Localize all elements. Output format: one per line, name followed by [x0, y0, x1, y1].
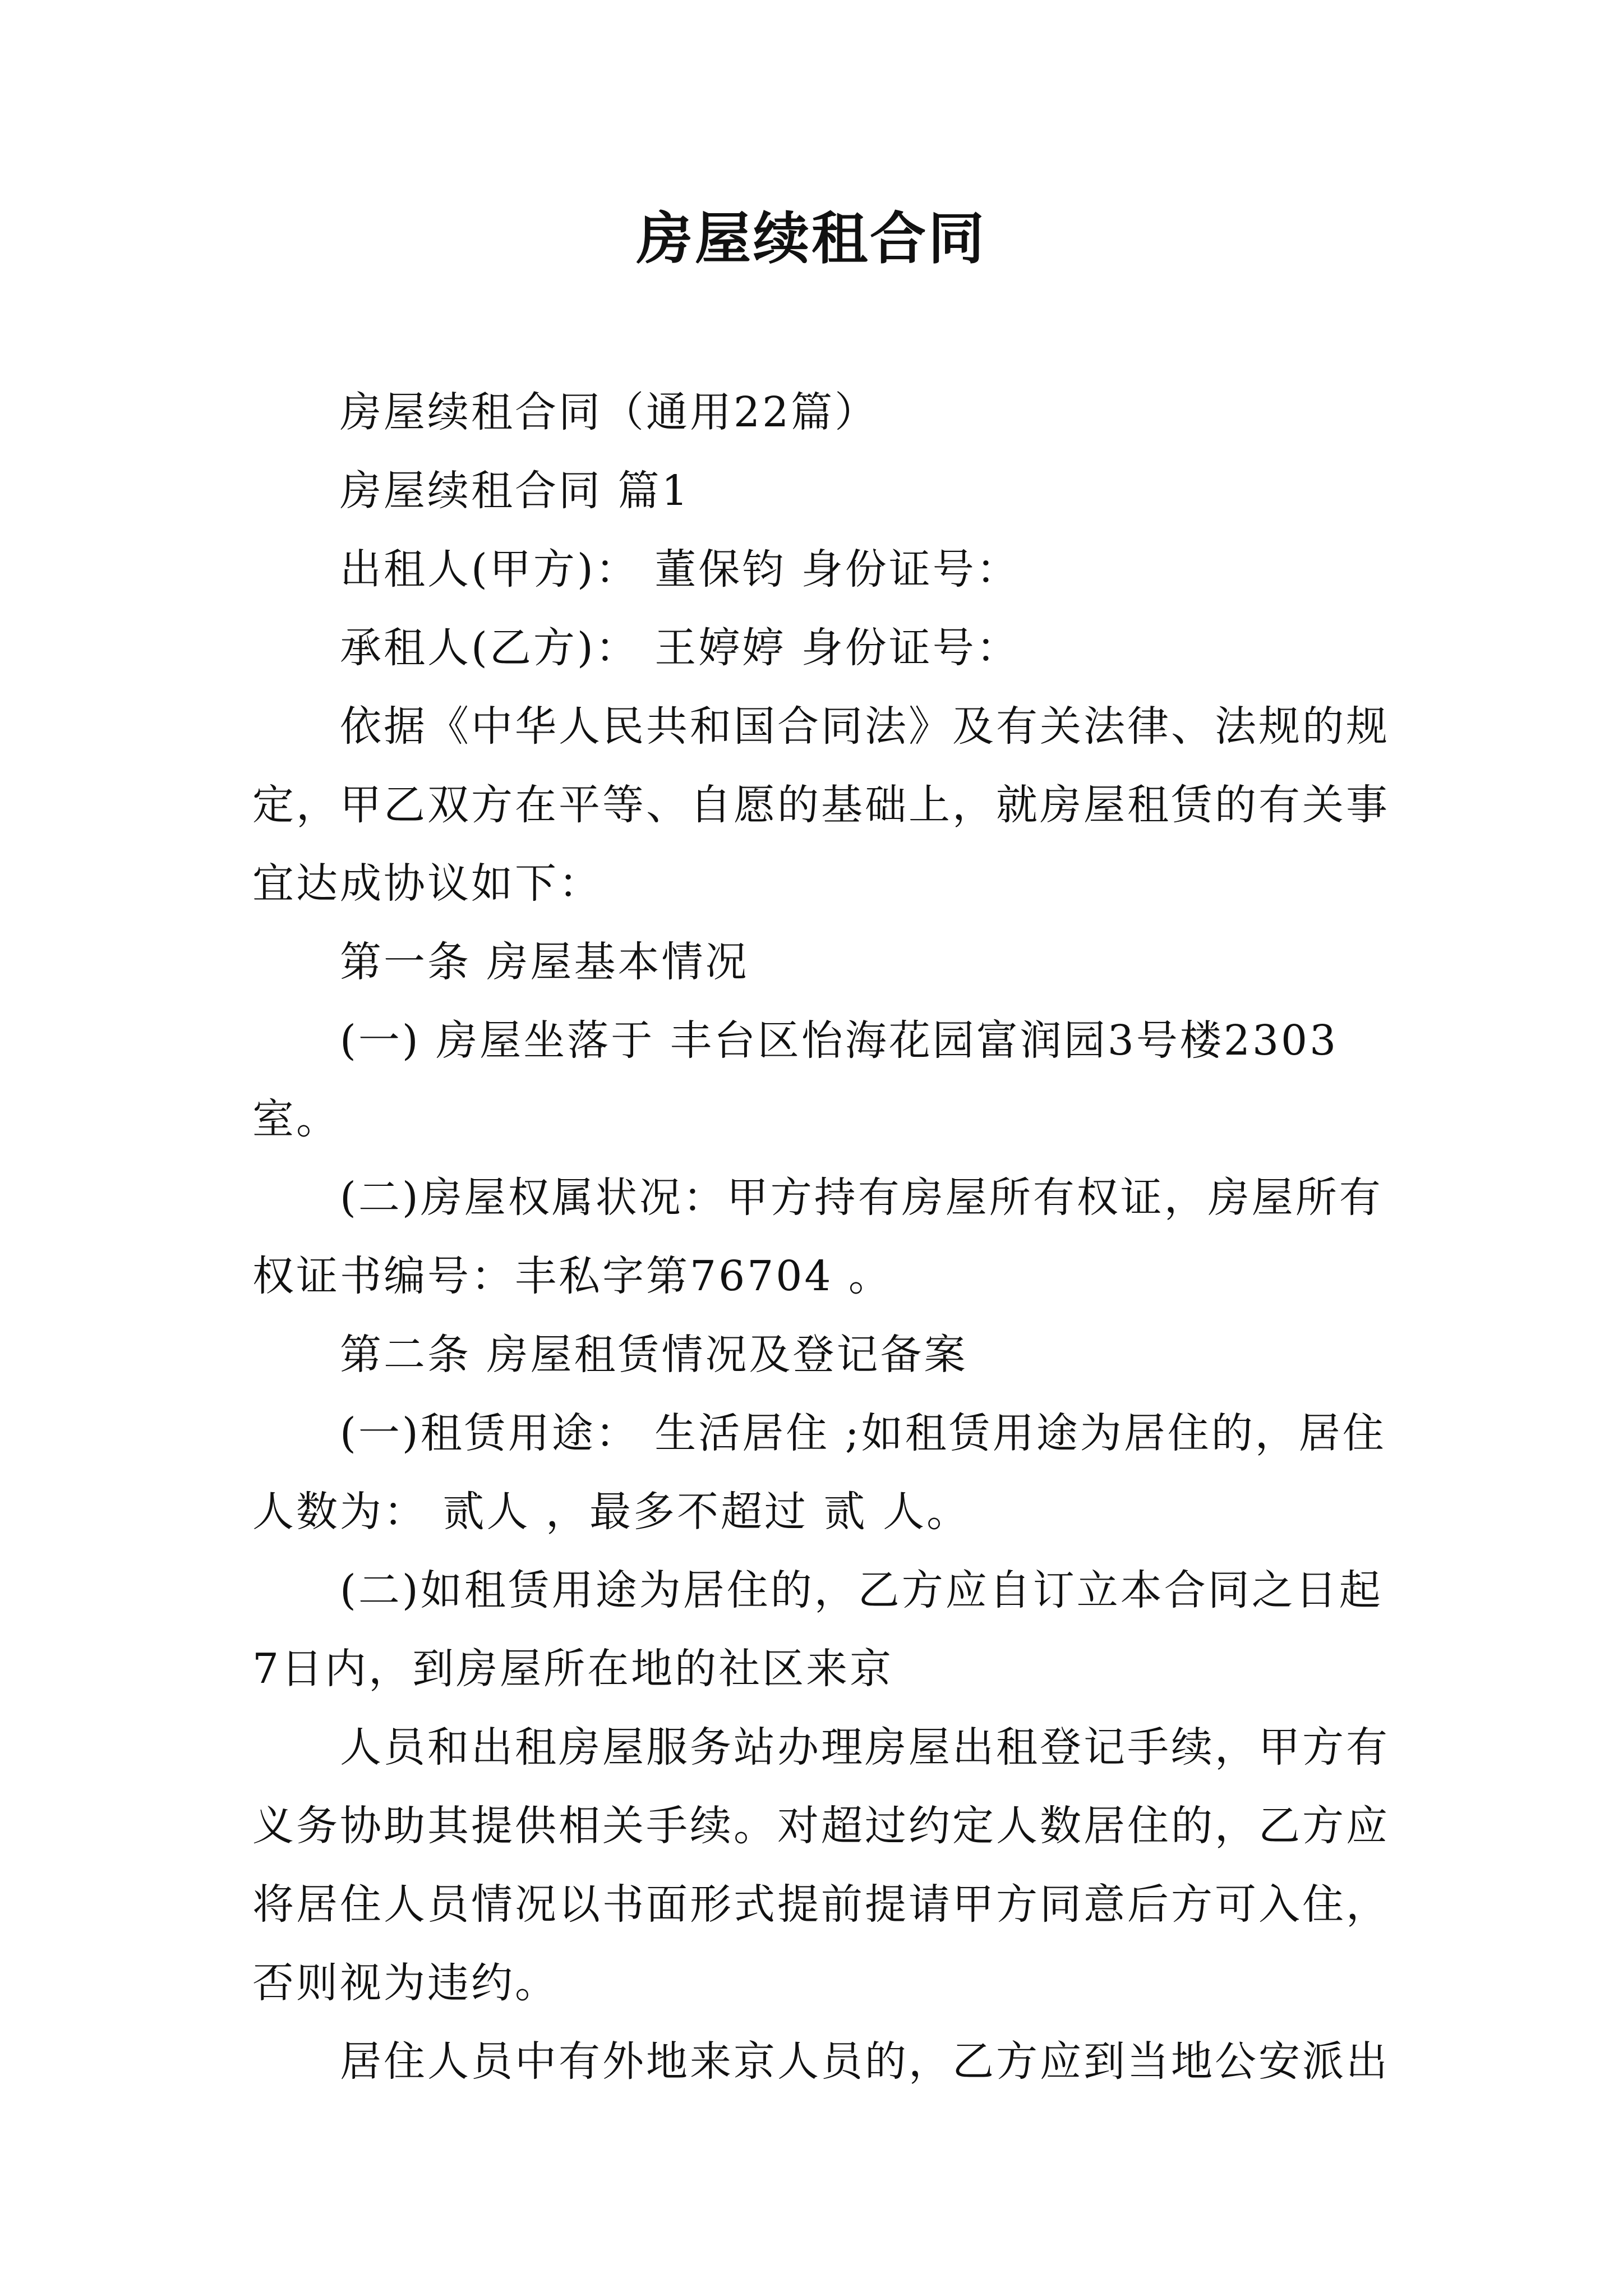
paragraph-lease-purpose: (一)租赁用途： 生活居住 ;如租赁用途为居住的，居住人数为： 贰人 ，最多不超过 贰 人。: [252, 1409, 1386, 1536]
paragraph-property-ownership: (二)房屋权属状况：甲方持有房屋所有权证，房屋所有权证书编号：丰私字第76704 。: [252, 1174, 1383, 1300]
paragraph-nonlocal-residents: 居住人员中有外地来京人员的，乙方应到当地公安派出: [340, 2037, 1390, 2086]
paragraph-article-1-heading: 第一条 房屋基本情况: [340, 938, 749, 986]
paragraph-lessee: 承租人(乙方)： 王婷婷 身份证号：: [340, 624, 1020, 672]
paragraph-preamble: 依据《中华人民共和国合同法》及有关法律、法规的规定，甲乙双方在平等、自愿的基础上，就房屋租赁的有关事宜达成协议如下：: [252, 702, 1390, 908]
paragraph-lessor: 出租人(甲方)： 董保钧 身份证号：: [340, 545, 1020, 593]
document-title: 房屋续租合同: [637, 205, 986, 272]
document-body: [252, 373, 1408, 2101]
paragraph-subtitle: 房屋续租合同（通用22篇）: [340, 388, 879, 436]
paragraph-property-location: (一) 房屋坐落于 丰台区怡海花园富润园3号楼2303室。: [252, 1016, 1339, 1143]
paragraph-registration: (二)如租赁用途为居住的，乙方应自订立本合同之日起7日内，到房屋所在地的社区来京: [252, 1566, 1383, 1693]
paragraph-article-2-heading: 第二条 房屋租赁情况及登记备案: [340, 1331, 968, 1379]
paragraph-registration-continued: 人员和出租房屋服务站办理房屋出租登记手续，甲方有义务协助其提供相关手续。对超过约定人数居住的，乙方应将居住人员情况以书面形式提前提请甲方同意后方可入住，否则视为违约。: [252, 1723, 1390, 2007]
paragraph-section-heading: 房屋续租合同 篇1: [340, 467, 690, 515]
